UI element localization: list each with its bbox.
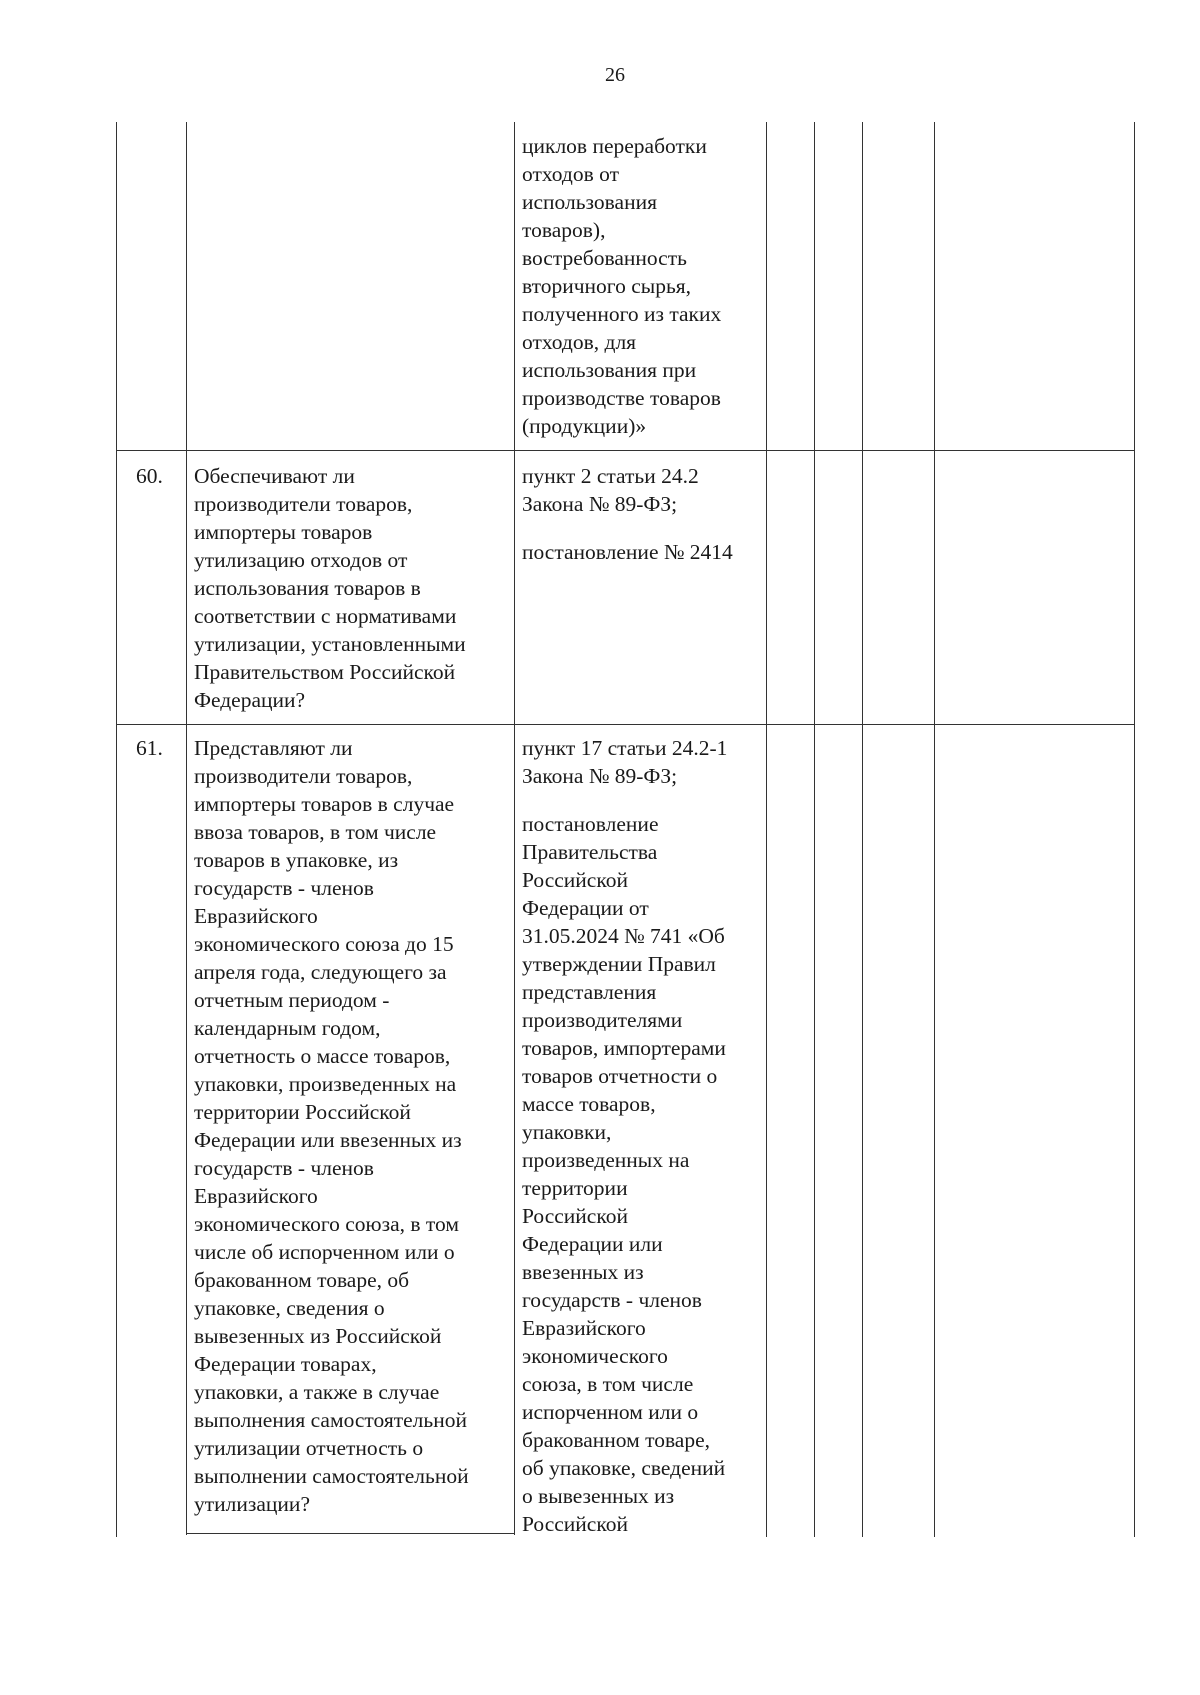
row-number: 61. xyxy=(136,736,163,760)
question-cell: Обеспечивают ли производители товаров, импортеры товаров утилизацию отходов от использования товаров в соответствии с нормативами утилизации, установленными Правительством Российской Федерации? xyxy=(194,464,466,712)
row-separator-1 xyxy=(116,450,1134,451)
column-divider-2 xyxy=(514,122,515,1535)
row-number: 60. xyxy=(136,464,163,488)
legal-reference-cell: пункт 2 статьи 24.2 Закона № 89-ФЗ; xyxy=(522,464,699,516)
column-divider-4 xyxy=(814,122,815,1537)
legal-reference-cell: постановление Правительства Российской Федерации от 31.05.2024 № 741 «Об утверждении Правил представления производителями товаров, импортерами товаров отчетности о массе товаров, упаковки, произведенных на территории Российской Федерации или ввезенных из государств - членов Евразийского экономического союза, в том числе испорченном или о бракованном товаре, об упаковке, сведений о вывезенных из Российской xyxy=(522,812,726,1536)
table-border-left xyxy=(116,122,117,1537)
table-border-right xyxy=(1134,122,1135,1537)
legal-reference-cell: постановление № 2414 xyxy=(522,540,733,564)
column-divider-3 xyxy=(766,122,767,1537)
column-divider-5 xyxy=(862,122,863,1537)
column-divider-1 xyxy=(186,122,187,1535)
question-cell: Представляют ли производители товаров, импортеры товаров в случае ввоза товаров, в том числе товаров в упаковке, из государств - членов Евразийского экономического союза до 15 апреля года, следующего за отчетным периодом - календарным годом, отчетность о массе товаров, упаковки, произведенных на территории Российской Федерации или ввезенных из государств - членов Евразийского экономического союза, в том числе об испорченном или о бракованном товаре, об упаковке, сведения о вывезенных из Российской Федерации товарах, упаковки, а также в случае выполнения самостоятельной утилизации отчетность о выполнении самостоятельной утилизации? xyxy=(194,736,469,1516)
row-separator-2 xyxy=(116,724,1134,725)
legal-reference-cell: пункт 17 статьи 24.2-1 Закона № 89-ФЗ; xyxy=(522,736,728,788)
page-number: 26 xyxy=(605,64,625,86)
column-divider-6 xyxy=(934,122,935,1537)
question-cell-bottom xyxy=(186,1533,514,1534)
legal-reference-cell: циклов переработки отходов от использования товаров), востребованность вторичного сырья, полученного из таких отходов, для использования при производстве товаров (продукции)» xyxy=(522,134,722,438)
